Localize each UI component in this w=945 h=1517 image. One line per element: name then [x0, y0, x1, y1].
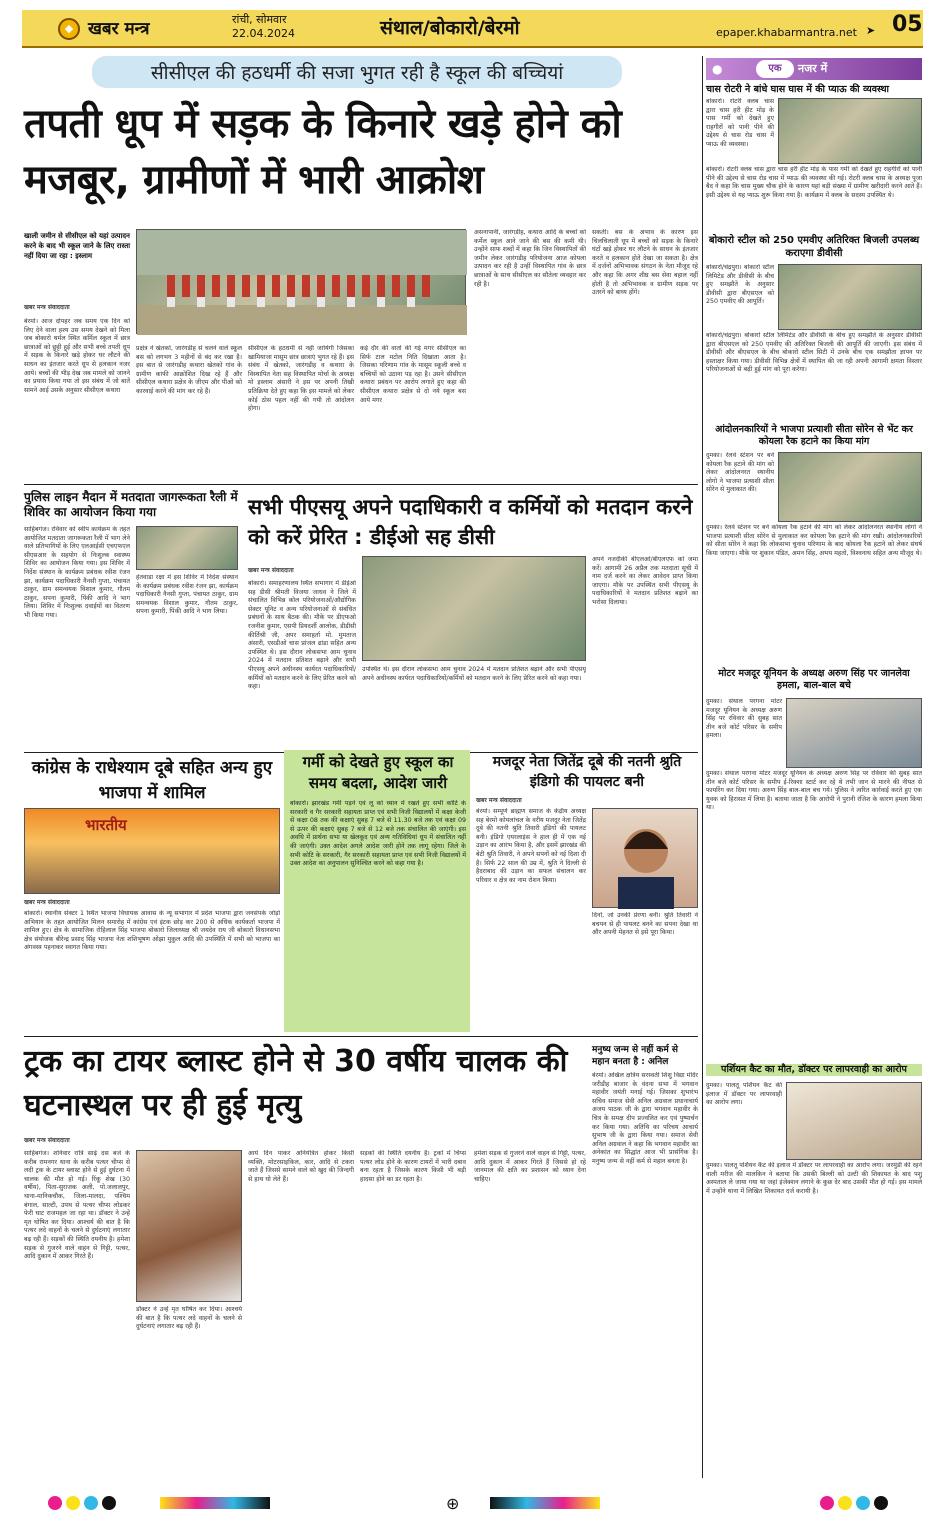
sidebar-story4-photo [786, 698, 922, 768]
lead-headline: तपती धूप में सड़क के किनारे खड़े होने को मजबूर, ग्रामीणों में भारी आक्रोश [24, 101, 622, 203]
pilot-byline: खबर मन्त्र संवाददाता [476, 797, 522, 804]
congress-headline: कांग्रेस के राधेश्याम दूबे सहित अन्य हुए भाजपा में शामिल [31, 758, 273, 803]
sidebar-story5-headline: पर्शियन कैट का मौत, डॉक्टर पर लापरवाही का आरोप [706, 1064, 922, 1076]
registration-mark-icon: ⊕ [446, 1494, 460, 1513]
sidebar-story3-photo [778, 452, 922, 522]
police-rally-photo [136, 526, 238, 570]
pilot-text: बेरमो। सम्पूर्ण ब्राह्मण समाज के केंद्रीय अध्यक्ष सह बेरमो कोयलांचल के वरीय मजदूर नेता जितेंद्र दूबे की नतनी श्रुति तिवारी इंडिगो की पायलट बनी। इंडिगो एयरलाइंस ने हाल ही में एक नई उड़ान का आरंभ किया है, और इसमें झारखंड की बेटी श्रुति तिवारी, ने अपने सपनों को नई दिशा दी है। सिर्फ 22 साल की उम्र में, श्रुति ने दिल्ली से हैदराबाद की उड़ान का सफल संचालन कर परिवार व क्षेत्र का नाम रोशन किया। [476, 808, 586, 884]
color-dot [84, 1496, 98, 1510]
lead-col-5: असनापानी, जारंगडीह, कथारा आदि के बच्चों को कर्मेल स्कूल आने जाने की बस की कमी थी। उन्होंने साफ शब्दों में कहा कि जिन विस्थापितों की जमीन लेकर जारंगडीह परियोजना आज कोयला उत्पादन कर रही है उन्हीं विस्थापित गांव के छात्र छात्राओं के साथ सीसीएल का सौतेला व्यवहार कर रही है। [474, 229, 586, 288]
portrait-icon [593, 809, 699, 909]
divider [24, 484, 698, 485]
lead-col-2: प्रक्षेत्र ने खेतको, जारंगडीह से चलने वाले स्कूल बस को लगभग 3 महीनों से बंद कर रखा है। इस बात से जारंगडीह कथारा खेतको गांव के ग्रामीण काफी आक्रोशित दिख रहे हैं और सीसीएल कथारा प्रक्षेत्र के जीएम और पीओ को कारवाई करने की मांग कर रहे हैं। [136, 345, 242, 395]
sidebar-story4-headline: मोटर मजदूर यूनियन के अध्यक्ष अरुण सिंह पर जानलेवा हमला, बाल-बाल बचे [718, 668, 910, 691]
accident-photo [136, 1150, 242, 1302]
police-headline: पुलिस लाइन मैदान में मतदाता जागरूकता रैली में शिविर का आयोजन किया गया [24, 490, 238, 519]
color-dot [102, 1496, 116, 1510]
date-block [232, 13, 295, 41]
printer-color-marks [0, 1492, 945, 1517]
divider [24, 1036, 698, 1037]
dio-text-cont: उपस्थित थे। इस दौरान लोकसभा आम चुनाव 2024 में मतदान प्रतिशत बढ़ाने और सभी पीएसयू अपने अधीनस्थ कार्यरत पदाधिकारियों/कर्मियों को मतदान करने के लिए प्रेरित करने को कहा गया। [362, 666, 586, 682]
color-dot [820, 1496, 834, 1510]
city-day: रांची, सोमवार [232, 13, 287, 26]
sidebar-story1-headline: चास रोटरी ने बांधे घास घास में की प्याऊ की व्यवस्था [706, 84, 890, 95]
issue-date: 22.04.2024 [232, 27, 295, 40]
police-text-cont: हेतवाडा रक्षा में इस शिविर में निर्देश संस्थान के कार्यक्रम प्रबंधक रवीश रंजन झा, कार्यक्रम पदाधिकारी नैनसी गुप्ता, पंचायत ठाकुर, ग्राम समन्वयक विशाल कुमार, गौतम ठाकुर, सपना कुमारी, पिंकी आदि ने भाग लिया। [136, 574, 238, 616]
sidebar-story5-text: दुमका। पालतू पर्शियन कैट की इलाज में डॉक्टर पर लापरवाही का आरोप लगा। जरमुंडी की रहने वाली मरीज की मालकिन ने बताया कि उसकी बिल्ली को उल्टी की शिकायत के बाद पशु अस्पताल ले जाया गया था जहां इंजेक्शन लगाने के कुछ देर बाद उसकी मौत हो गई। इस मामले में उन्होंने थाना में लिखित शिकायत दर्ज करायी है। [706, 1162, 922, 1195]
tyre-text-2: डॉक्टर ने उन्हें मृत घोषित कर दिया। आश्चर्य की बात है कि पत्थर लदे वाहनों के चलने से दुर्घटनाएं लगातार बढ़ रही हैं। [136, 1306, 242, 1331]
congress-byline: खबर मन्त्र संवाददाता [24, 899, 70, 906]
lead-kicker: सीसीएल की हठधर्मी की सजा भुगत रही है स्कूल की बच्चियां [92, 56, 622, 88]
anil-text: बेरमो। अखिल क्षत्रिय सरस्वती शिशु विद्या मंदिर जरीडीह बाजार के वंदना सभा में भगवान महावीर जयंती मनाई गई। जिसका शुभारंभ सचिव समाज सेवी अनिल अग्रवाल प्रधानाचार्य अजय पाठक जी के द्वारा भगवान महावीर के चित्र के समक्ष दीप प्रज्वलित कर एवं पुष्पार्चन कर किया गया। अतिथि का परिचय आचार्य सुभाष जी के द्वारा किया गया। समाज सेवी अनिल अग्रवाल ने कहा कि भगवान महावीर का अनेकांत का सिद्धांत आज भी प्रासंगिक है। मनुष्य जन्म से नहीं कर्म से महान बनता है। [592, 1072, 698, 1165]
sidebar-story4-text-a: दुमका। संथाल परगना मोटर मजदूर यूनियन के अध्यक्ष अरुण सिंह पर रविवार की सुबह सात तीन बजे कोर्ट परिसर के समीप हमला। [706, 698, 782, 740]
school-text: बोकारो। झारखंड गर्मी पड़ने एवं लू को ध्यान में रखते हुए सभी कोटि के सरकारी व गैर सरकारी सहायता प्राप्त एवं सभी निजी विद्यालयों में कक्षा केजी से कक्षा 08 तक की कक्षाएं सुबह 7 बजे से 11.30 बजे तक एवं कक्षा 09 से ऊपर की कक्षाएं सुबह 7 बजे से 12 बजे तक संचालित की जाएंगी। इस अवधि में प्रार्थना सभा या खेलकूद एवं अन्य गतिविधियां धूप में संचालित नहीं की जाएंगी। उक्त आदेश अगले आदेश जारी होने तक लागू रहेगा। जिले के सभी कोटि के सरकारी, गैर सरकारी सहायता प्राप्त एवं सभी निजी विद्यालयों में उक्त आदेश का अनुपालन सुनिश्चित करने को कहा गया है। [290, 800, 466, 868]
sidebar-tab-label: नजर में [798, 62, 828, 75]
lead-col-3: सीसीएल के हठधर्मी से नही जाोयेगी जिसका खामियाजा मासूम छात्र छात्राएं भुगत रहे हैं। इस संबंध में खेतको, जारंगडीह व कथारा के विस्थापित नेता सह विस्थापित मोर्चा के अध्यक्ष मो इस्लाम अंसारी ने इस पर अपनी तिखी प्रतिक्रिया देते हुए कहा कि इस मामले को लेकर कोई ठोस पहल नहीं की गयी तो आंदोलन होगा। [248, 345, 354, 413]
congress-text: बोकारो। स्थानीय सेक्टर 1 स्थित भाजपा विधायक आवास के न्यू सभागार में प्रदेश भाजपा द्वारा जनसंपर्क जोड़ो अभियान के तहत आयोजित मिलन समारोह में कांग्रेस एवं इंटक छोड़ कर 200 से अधिक कार्यकर्ता भाजपा में शामिल हुए। क्षेत्र के सामाजिक रोहिलाल सिंह भाजपा बोकारो जिलाध्यक्ष श्री जयदेव राय जी बोकारो विधानसभा क्षेत्र संयोजक बीरेन्द्र प्रसाद सिंह भाजपा नेता शशिभूषण ओझा मुकुल आदि की उपस्थिति में सभी को भाजपा का अंगवस्त्र पहनाकर स्वागत किया गया। [24, 910, 280, 952]
site-link[interactable]: epaper.khabarmantra.net [716, 26, 857, 39]
tyre-headline: ट्रक का टायर ब्लास्ट होने से 30 वर्षीय चालक की घटनास्थल पर ही हुई मृत्यु [24, 1044, 568, 1123]
color-dot [838, 1496, 852, 1510]
tyre-text-5: हमेशा सड़क से गुजरने वाले वाहन से गिट्टी, पत्थर, आदि दुकान में आकर गिरते हैं जिससे हो रहे जानमाल की क्षति का प्रशासन को ध्यान देना चाहिए। [474, 1150, 586, 1183]
color-dot [48, 1496, 62, 1510]
anil-headline: मनुष्य जन्म से नहीं कर्म से महान बनता है : अनिल [592, 1045, 678, 1067]
sidebar-story2-headline: बोकारो स्टील को 250 एमवीए अतिरिक्त बिजली उपलब्ध कराएगा डीवीसी [708, 235, 920, 259]
pilot-text-cont: दिनों, जो उनकी प्रेरणा बनी। श्रुति तिवारी ने बचपन से ही पायलट बनने का सपना देखा था और अपनी मेहनत से इसे पूरा किया। [592, 912, 698, 937]
tyre-text: साहिबगंज। शनिवार रात्रि साढ़े दस बजे के करीब रामनगर थाना के करीब पत्थर चीप्स से लदी ट्रक के टायर ब्लास्ट होने से हुई दुर्घटना में चालक की मौत हो गई। रिंकू शेख (30 वर्षीय), पिता-सुराजक अली, पो.जलालपुर, थाना-मानिकचौक, जिला-मालदा, पश्चिम बंगाल, साल्टी, उपथ से पत्थर चीप्स लोडकर फेरी घाट राजमहल जा रहा था। डॉक्टर ने उन्हें मृत घोषित कर दिया। आश्चर्य की बात है कि पत्थर लदे वाहनों के चलने से दुर्घटनाएं लगातार बढ़ रही हैं। सड़कों की स्थिति दयनीय है। हमेशा सड़क से गुजरने वाले वाहन से गिट्टी, पत्थर, आदि दुकान में आकर गिरते हैं। [24, 1150, 130, 1261]
sidebar-story5-text-a: दुमका। पालतू पर्शियन कैट की इलाज में डॉक्टर पर लापरवाही का आरोप लगा। [706, 1082, 782, 1107]
police-text: साहिबगंज। रविवार को स्वीप कार्यक्रम के तहत आयोजित मतदाता जागरूकता रैली में भाग लेने वाले प्रतिभागियों के लिए एलआईसी एचएफएल सीएसआर के सहयोग से निःशुल्क स्वास्थ्य शिविर का आयोजन किया गया। इस शिविर में निर्देश संस्थान के कार्यक्रम प्रबंधक रवीश रंजन झा, कार्यक्रम पदाधिकारी नैनसी गुप्ता, पंचायत ठाकुर, ग्राम समन्वयक विशाल कुमार, गौतम ठाकुर, सपना कुमारी, पिंकी आदि ने भाग लिया। शिविर में निःशुल्क दवाईयों का वितरण भी किया गया। [24, 526, 130, 619]
color-bar [490, 1497, 600, 1509]
lead-byline: खबर मन्त्र संवाददाता [24, 304, 70, 311]
column-divider [702, 56, 703, 1478]
persian-cat-photo [786, 1082, 922, 1160]
lead-caption: खाली जमीन से सीसीएल को यहां उत्पादन करने के बाद भी स्कूल जाने के लिए रास्ता नहीं दिया जा रहा : इस्लाम [24, 232, 131, 260]
color-dot [66, 1496, 80, 1510]
page-number: 05 [892, 12, 923, 37]
sidebar-story1-text-a: बोकारो। रोटरी क्लब चास द्वारा चास हरी हीट मोड़ के पास गर्मी को देखते हुए राहगीरों को पानी पीने की उद्देश्य से चास रोड चास में प्याऊ की व्यवस्था। [706, 98, 774, 148]
color-bar [160, 1497, 270, 1509]
sidebar-story1-text: बोकारो। रोटरी क्लब चास द्वारा चास हरी हीट मोड़ के पास गर्मी को देखते हुए राहगीरों को पानी पीने की उद्देश्य से चास रोड चास में प्याऊ की व्यवस्था की गई। रोटरी क्लब चास के अध्यक्ष पूजा बैद ने कहा कि चास मुख्य चौक होने के कारण यहां बड़ी संख्या में ग्रामीण खरीदारी करने आते हैं। इसी उद्देश्य से यह प्याऊ शुरू किया गया है। कार्यक्रम में क्लब के सदस्य उपस्थित थे। [706, 166, 922, 199]
sidebar-story2-photo [778, 264, 922, 330]
section-title: संथाल/बोकारो/बेरमो [380, 17, 520, 39]
tyre-text-4: सड़कों की स्थिति दयनीय है। ट्रकों में चिप्स पत्थर लोड होने के कारण टायरों में भारी दबाव बना रहता है जिसके कारण किसी भी बड़ी हादसा होने का डर रहता है। [360, 1150, 466, 1183]
sidebar-story3-text: दुमका। रेलवे स्टेशन पर बने कोयला रैक हटाने की मांग को लेकर आंदोलनरत स्थानीय लोगो ने भाजपा प्रत्याशी सीता सोरेन से मुलाकात कर कोयला रैक हटाने की मांग रखी। आंदोलनकारियों को सीता सोरेन ने कहा कि लोकसभा चुनाव परिणाम के बाद कोयला रैक हटाने को लेकर संघर्ष किया जाएगा। मौके पर शुकान पंडित, अमन सिंह, अभय महतो, विश्वनाथ सहित अन्य मौजूद थे। [706, 524, 922, 557]
school-headline: गर्मी को देखते हुए स्कूल का समय बदला, आदेश जारी [302, 753, 454, 792]
color-dot [856, 1496, 870, 1510]
sidebar-story3-text-a: दुमका। रेलवे स्टेशन पर बने कोयला रैक हटाने की मांग को लेकर आंदोलनरत स्थानीय लोगो ने भाजपा प्रत्याशी सीता सोरेन से मुलाकात की। [706, 452, 774, 494]
students-photo [136, 229, 466, 334]
khabar-mantra-logo-icon: ◆ [58, 18, 80, 40]
dio-text: बोकारो। समाहरणालय स्थित सभागार में डीईओ सह डीसी श्रीमती विजया जाधव ने जिले में संचालित विभिन्न कोल परियोजनाओं/औद्योगिक सेक्टर यूनिट व अन्य परियोजनाओं से संबंधित प्रबंधनों के साथ बैठक की। मौके पर डीएफओ रजनीश कुमार, एसपी प्रियदर्शी आलोक, डीडीसी कीर्तिश्री जी, अपर समाहर्ता मो. मुमताज अंसारी, एसडीओ चास प्रांजल ढांडा सहित अन्य उपस्थित थे। इस दौरान लोकसभा आम चुनाव 2024 में मतदान प्रतिशत बढ़ाने और सभी पीएसयू अपने अधीनस्थ कार्यरत पदाधिकारियों/कर्मियों को मतदान करने के लिए प्रेरित करने को कहा। [248, 580, 356, 691]
pin-icon: ● [712, 62, 723, 76]
color-dot [874, 1496, 888, 1510]
lead-col-1: बेरमो। आज दोपहर जब समय एक दिन को लिए देने वाला हश्य उस समय देखने को मिला जब बोकारो थर्मल स्थित कर्मिल स्कूल में छात्र छात्राओं को छुट्टी हुई और सभी बच्चे तपती धूप में सड़क के किनारे खड़े होकर घर लौटने की साधन का इंतजार करते धूप से हलकान नजर आये। बच्चों की भीड़ देख जब मामले को जानने का प्रयास किया गया तो इस संबंध में जो बातें सामने आई उसके अनुसार सीसीएल कथारा [24, 318, 130, 394]
lead-col-4: कई दौर की वार्ता की गई मगर सीसीएल का सिर्फ टाल मटोल निति दिखाता आता है। जिसका परिणाम गांव के मासूम स्कूली बच्चे व बच्चियों को उठाना पड़ रहा है। उसने सीसीएल कथारा प्रबंधन पर आरोप लगाते हुए कहा की सीसीएल कथारा प्रक्षेत्र से दो नये स्कूल बस आये मगर [360, 345, 466, 404]
brand-name: खबर मन्त्र [88, 19, 150, 39]
pilot-headline: मजदूर नेता जितेंद्र दूबे की नतनी श्रुति इंडिगो की पायलट बनी [492, 754, 682, 790]
sidebar-story4-text: दुमका। संथाल परगना मोटर मजदूर यूनियन के अध्यक्ष अरुण सिंह पर रविवार की सुबह सात तीन बजे कोर्ट परिसर के समीप ई-रिक्शा स्टार्ट कर रहे थे तभी जान से मारने की नीयत से फायरिंग कर दिया गया। अरुण सिंह बाल-बाल बच गये। पुलिस ने त्वरित कार्रवाई करते हुए एक युवक को हिरासत में लिया है। बताया जाता है कि आरोपी ने पुरानी रंजिश के कारण हमला किया था। [706, 770, 922, 812]
tyre-text-3: आये दिन पाकर अनियंत्रित होकर किसी व्यक्ति, मोटरसाइकिल, कार, आदि से टकरा जाते हैं जिससे सामने वाले को खुद की जिन्दगी से हाथ धो लेते हैं। [248, 1150, 354, 1183]
lead-col-6: सकती। बस के अभाव के कारण इस चिलचिलाती धूप में बच्चों को सड़क के किनारे घंटों खड़े होकर घर लौटने के साधन के इंतजार करते व हलकान होते देखा जा सकता है। क्षेत्र में दर्जनों अभिभावक संगठन के नेता मौजूद रहे और कहा कि अगर शीघ्र बस सेवा बहाल नहीं होती है तो अभिभावक व ग्रामीण सड़क पर उतरने को बाध्य होंगे। [592, 229, 698, 297]
sidebar-story3-headline: आंदोलनकारियों ने भाजपा प्रत्याशी सीता सोरेन से भेंट कर कोयला रैक हटाने का किया मांग [715, 424, 913, 447]
dio-meeting-photo [362, 556, 586, 661]
dio-headline: सभी पीएसयू अपने पदाधिकारी व कर्मियों को मतदान करने को करें प्रेरित : डीईओ सह डीसी [248, 495, 693, 549]
sidebar-story2-text: बोकारो/चंद्रपुरा। बोकारो स्टील लिमिटेड और डीवीसी के बीच हुए समझौते के अनुसार डीवीसी द्वारा बीएसएल को 250 एमवीए की अतिरिक्त बिजली की आपूर्ति की जाएगी। इस संबंध में डीवीसी और बीएसएल के बीच बोकारो स्टील सिटी में उनके बीच एक समझौता ज्ञापन पर हस्ताक्षर किया गया। डीवीसी विभिन्न क्षेत्रों में स्थापित की जा रही अपनी आगामी क्षमता विस्तार परियोजनाओं से बढ़ी हुई मांग को पूरा करेगा। [706, 332, 922, 374]
dio-byline: खबर मन्त्र संवाददाता [248, 567, 294, 574]
sidebar-tab-small: एक [756, 60, 794, 78]
sidebar-story2-text-a: बोकारो/चंद्रपुरा। बोकारो स्टील लिमिटेड और डीवीसी के बीच हुए समझौते के अनुसार डीवीसी द्वारा बीएसएल को 250 एमवीए की आपूर्ति। [706, 264, 774, 306]
dio-text-col3: अपने नजदीकी बीएलओ/बीएलएफ को जमा करें। आगामी 26 अप्रैल तक मतदाता सूची में नाम दर्ज करने का लेकर आवेदन प्राप्त किया जाएगा। मौके पर उपस्थित सभी पीएसयू के पदाधिकारियों ने मतदान प्रतिशत बढ़ाने का भरोसा दिलाया। [592, 556, 698, 606]
bjp-banner-text: भारतीय [85, 816, 127, 834]
sidebar-story1-photo [778, 98, 922, 164]
students-figures-icon [137, 230, 467, 335]
pilot-portrait-photo [592, 808, 698, 908]
tyre-byline: खबर मन्त्र संवाददाता [24, 1137, 70, 1144]
congress-event-photo [24, 808, 280, 894]
cursor-icon: ➤ [866, 24, 876, 37]
